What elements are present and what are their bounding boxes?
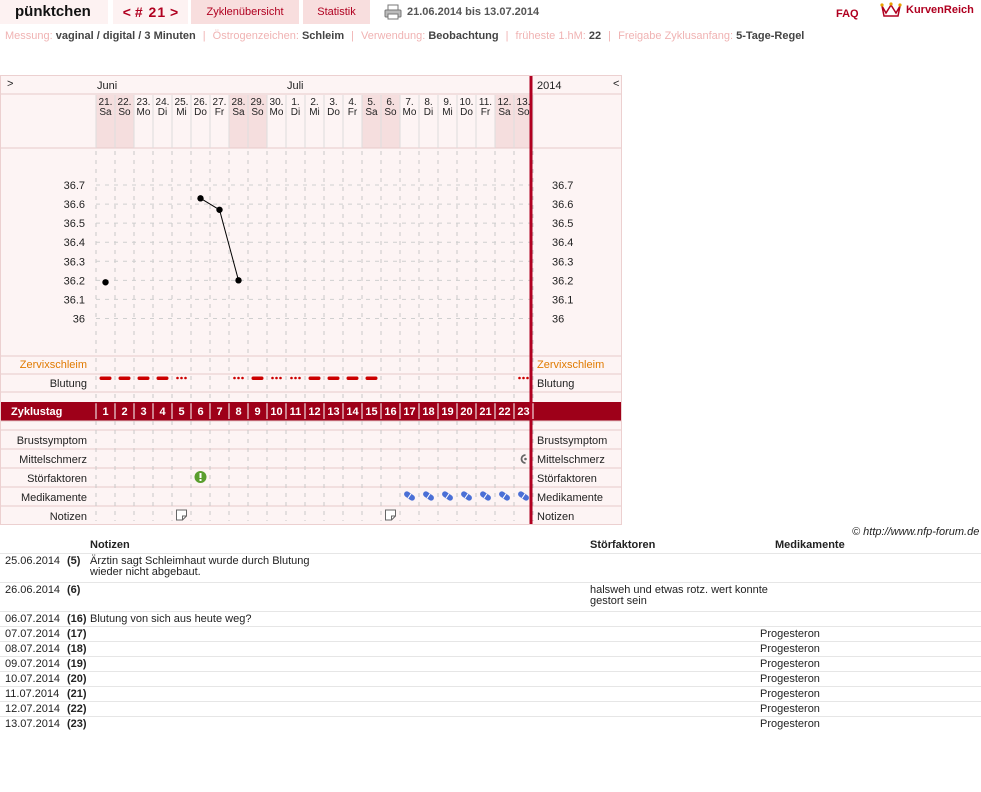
spotting-mark	[184, 377, 187, 380]
day-date-label: 25.	[174, 97, 189, 108]
row-label-brust: Brustsymptom	[16, 435, 87, 447]
day-date-label: 10.	[459, 97, 474, 108]
cycle-day-number: 21	[479, 406, 492, 418]
day-date-label: 5.	[367, 97, 376, 108]
day-weekday-label: Do	[194, 107, 207, 118]
note-meds: Progesteron	[760, 701, 966, 716]
spotting-mark	[237, 377, 240, 380]
day-weekday-label: Mi	[176, 107, 187, 118]
cycle-day-number: 22	[498, 406, 511, 418]
cycle-chart	[0, 75, 622, 525]
bleeding-mark	[157, 377, 169, 381]
notes-table	[0, 538, 981, 731]
table-row	[0, 641, 981, 656]
spotting-mark	[298, 377, 301, 380]
day-weekday-label: So	[517, 107, 530, 118]
bleeding-mark	[309, 377, 321, 381]
day-date-label: 8.	[424, 97, 433, 108]
note-disturb: halsweh und etwas rotz. wert konnte gestort sein	[590, 582, 775, 611]
crown-icon	[880, 2, 902, 18]
day-weekday-label: So	[384, 107, 397, 118]
spotting-mark	[233, 377, 236, 380]
info-key: früheste 1.hM:	[515, 30, 586, 42]
disturbance-icon-dot	[200, 479, 202, 481]
next-cycle-button[interactable]: >	[170, 4, 179, 20]
row-label-notiz: Notizen	[49, 511, 87, 523]
day-date-label: 6.	[386, 97, 395, 108]
day-date-label: 29.	[250, 97, 265, 108]
bleeding-mark	[366, 377, 378, 381]
row-label-right-brust: Brustsymptom	[537, 435, 608, 447]
row-label-right-blutung: Blutung	[537, 378, 575, 390]
cycle-day-number: 9	[254, 406, 261, 418]
pill-icon	[517, 490, 530, 501]
disturb-column-header: Störfaktoren	[590, 539, 656, 552]
row-label-mittel: Mittelschmerz	[19, 454, 87, 466]
y-tick-label-left: 36.6	[63, 199, 85, 212]
y-tick-label-right: 36.2	[552, 275, 574, 288]
note-cycle-day: (18)	[65, 641, 90, 656]
day-weekday-label: So	[251, 107, 264, 118]
cycle-day-band-label: Zyklustag	[11, 406, 63, 418]
cycle-day-number: 10	[270, 406, 283, 418]
note-cycle-day: (17)	[65, 626, 90, 641]
tab-statistics[interactable]: Statistik	[303, 0, 370, 24]
cycle-day-number: 18	[422, 406, 435, 418]
spotting-mark	[290, 377, 293, 380]
month-label: Juli	[287, 80, 304, 92]
day-weekday-label: Di	[157, 107, 168, 118]
month-label: Juni	[97, 80, 118, 92]
chart-nav-next-button[interactable]: >	[7, 78, 14, 90]
cycle-day-number: 14	[346, 406, 359, 418]
row-label-zervix: Zervixschleim	[19, 359, 87, 371]
row-label-stoer: Störfaktoren	[27, 473, 87, 485]
day-date-label: 11.	[478, 97, 493, 108]
printer-icon[interactable]	[384, 0, 402, 24]
cycle-day-number: 2	[121, 406, 128, 418]
row-label-right-mittel: Mittelschmerz	[537, 454, 605, 466]
date-range: 21.06.2014 bis 13.07.2014	[407, 6, 540, 18]
note-meds: Progesteron	[760, 626, 966, 641]
day-weekday-label: So	[118, 107, 131, 118]
info-value: Schleim	[301, 30, 345, 42]
notes-header-row	[0, 538, 981, 553]
faq-link[interactable]: FAQ	[836, 8, 859, 20]
cycle-day-number: 3	[140, 406, 147, 418]
y-tick-label-left: 36.1	[63, 294, 85, 307]
note-cycle-day: (20)	[65, 671, 90, 686]
pill-icon	[479, 490, 492, 501]
table-row	[0, 553, 981, 582]
note-disturb	[590, 671, 775, 686]
info-key: Messung:	[5, 30, 53, 42]
note-meds: Progesteron	[760, 686, 966, 701]
day-date-label: 23.	[136, 97, 151, 108]
day-weekday-label: Do	[460, 107, 473, 118]
day-date-label: 1.	[291, 97, 300, 108]
chart-nav-prev-button[interactable]: <	[613, 78, 620, 90]
note-date: 13.07.2014	[0, 716, 65, 731]
y-tick-label-right: 36.4	[552, 237, 574, 250]
row-label-blutung: Blutung	[49, 378, 87, 390]
note-icon[interactable]	[386, 510, 396, 520]
brand-name: KurvenReich	[906, 4, 974, 16]
note-text: Ärztin sagt Schleimhaut wurde durch Blutung wieder nicht abgebaut.	[90, 553, 590, 582]
table-row	[0, 701, 981, 716]
cycle-info-bar: Messung: vaginal / digital / 3 Minuten | Östrogenzeichen: Schleim | Verwendung: Beobachtung | früheste 1.hM: 22 | Freigabe Zyklusanfang: 5-Tage-Regel	[5, 30, 805, 42]
note-icon[interactable]	[177, 510, 187, 520]
note-date: 06.07.2014	[0, 611, 65, 626]
info-key: Freigabe Zyklusanfang:	[618, 30, 734, 42]
bleeding-mark	[347, 377, 359, 381]
row-label-right-medi: Medikamente	[537, 492, 604, 504]
cycle-day-number: 7	[216, 406, 223, 418]
note-text	[90, 656, 590, 671]
y-tick-label-left: 36.7	[63, 180, 85, 192]
day-weekday-label: Mi	[309, 107, 320, 118]
note-date: 12.07.2014	[0, 701, 65, 716]
spotting-mark	[275, 377, 278, 380]
temperature-point[interactable]	[102, 279, 108, 285]
info-key: Verwendung:	[361, 30, 426, 42]
notes-column-header: Notizen	[90, 539, 130, 552]
note-disturb	[590, 716, 775, 731]
day-date-label: 22.	[117, 97, 132, 108]
table-row	[0, 611, 981, 626]
note-date: 25.06.2014	[0, 553, 65, 582]
note-date: 08.07.2014	[0, 641, 65, 656]
cycle-day-number: 5	[178, 406, 185, 418]
y-tick-label-right: 36	[552, 313, 565, 326]
temperature-chart-svg	[1, 76, 621, 524]
note-cycle-day: (16)	[65, 611, 90, 626]
row-label-right-zervix: Zervixschleim	[537, 359, 605, 371]
user-name: pünktchen	[0, 0, 108, 24]
spotting-mark	[176, 377, 179, 380]
note-date: 10.07.2014	[0, 671, 65, 686]
cycle-day-number: 17	[403, 406, 416, 418]
cycle-day-number: 12	[308, 406, 321, 418]
info-key: Östrogenzeichen:	[212, 30, 299, 42]
pill-icon	[422, 490, 435, 501]
note-text: Blutung von sich aus heute weg?	[90, 611, 590, 626]
day-date-label: 26.	[193, 97, 208, 108]
spotting-mark	[526, 377, 529, 380]
brand-logo[interactable]	[880, 0, 974, 22]
temperature-point[interactable]	[235, 277, 241, 283]
pill-icon	[403, 490, 416, 501]
day-date-label: 24.	[155, 97, 170, 108]
day-date-label: 27.	[212, 97, 227, 108]
y-tick-label-left: 36.4	[63, 237, 85, 250]
note-meds: Progesteron	[760, 656, 966, 671]
bleeding-mark	[119, 377, 131, 381]
temperature-point[interactable]	[197, 195, 203, 201]
day-date-label: 12.	[497, 97, 512, 108]
cycle-day-number: 6	[197, 406, 204, 418]
pill-icon	[498, 490, 511, 501]
spotting-mark	[279, 377, 282, 380]
cycle-day-number: 23	[517, 406, 530, 418]
row-label-right-notiz: Notizen	[537, 511, 575, 523]
note-cycle-day: (21)	[65, 686, 90, 701]
spotting-mark	[241, 377, 244, 380]
day-date-label: 21.	[98, 97, 113, 108]
meds-column-header: Medikamente	[775, 539, 845, 552]
cycle-day-number: 20	[460, 406, 473, 418]
y-tick-label-left: 36.3	[63, 256, 85, 269]
row-label-medi: Medikamente	[20, 492, 87, 504]
note-text	[90, 701, 590, 716]
bleeding-mark	[328, 377, 340, 381]
top-bar	[0, 0, 981, 26]
note-disturb	[590, 656, 775, 671]
disturbance-icon-bar	[200, 473, 202, 478]
note-cycle-day: (5)	[65, 553, 90, 582]
bleeding-mark	[138, 377, 150, 381]
cycle-day-number: 8	[235, 406, 242, 418]
note-date: 11.07.2014	[0, 686, 65, 701]
info-value: Beobachtung	[428, 30, 499, 42]
cycle-day-number: 1	[102, 406, 109, 418]
note-meds: Progesteron	[760, 641, 966, 656]
y-tick-label-right: 36.7	[552, 180, 574, 192]
cycle-day-number: 13	[327, 406, 340, 418]
table-row	[0, 671, 981, 686]
spotting-mark	[522, 377, 525, 380]
day-weekday-label: Mo	[402, 107, 417, 118]
day-date-label: 28.	[231, 97, 246, 108]
day-weekday-label: Fr	[214, 107, 225, 118]
day-date-label: 2.	[310, 97, 319, 108]
note-text	[90, 582, 590, 611]
cycle-day-number: 11	[289, 406, 302, 418]
note-date: 26.06.2014	[0, 582, 65, 611]
midpain-dot	[524, 458, 527, 461]
note-disturb	[590, 686, 775, 701]
info-value: 22	[588, 30, 602, 42]
day-date-label: 13.	[516, 97, 531, 108]
pill-icon	[460, 490, 473, 501]
y-tick-label-left: 36.5	[63, 218, 85, 231]
note-cycle-day: (6)	[65, 582, 90, 611]
note-disturb	[590, 701, 775, 716]
credit-text: © http://www.nfp-forum.de	[852, 526, 980, 538]
year-label: 2014	[537, 80, 562, 92]
tab-cycle-overview[interactable]: Zyklenübersicht	[191, 0, 299, 24]
cycle-navigator	[113, 0, 188, 24]
note-disturb	[590, 553, 775, 582]
day-weekday-label: Mo	[136, 107, 151, 118]
spotting-mark	[180, 377, 183, 380]
spotting-mark	[271, 377, 274, 380]
note-cycle-day: (23)	[65, 716, 90, 731]
note-text	[90, 626, 590, 641]
note-meds	[760, 611, 966, 626]
spotting-mark	[518, 377, 521, 380]
table-row	[0, 686, 981, 701]
note-disturb	[590, 611, 775, 626]
table-row	[0, 626, 981, 641]
day-date-label: 3.	[329, 97, 338, 108]
day-weekday-label: Mi	[442, 107, 453, 118]
y-tick-label-left: 36	[72, 313, 85, 326]
note-date: 09.07.2014	[0, 656, 65, 671]
day-weekday-label: Sa	[498, 107, 511, 118]
table-row	[0, 656, 981, 671]
y-tick-label-right: 36.6	[552, 199, 574, 212]
day-date-label: 9.	[443, 97, 452, 108]
note-text	[90, 671, 590, 686]
table-row	[0, 716, 981, 731]
day-weekday-label: Do	[327, 107, 340, 118]
day-weekday-label: Sa	[99, 107, 112, 118]
note-meds	[760, 553, 966, 582]
temperature-point[interactable]	[216, 207, 222, 213]
note-cycle-day: (19)	[65, 656, 90, 671]
cycle-day-number: 16	[384, 406, 397, 418]
cycle-day-number: 4	[159, 406, 166, 418]
table-row	[0, 582, 981, 611]
note-meds: Progesteron	[760, 671, 966, 686]
cycle-day-number: 19	[441, 406, 454, 418]
note-meds	[760, 582, 966, 611]
note-text	[90, 686, 590, 701]
day-weekday-label: Fr	[347, 107, 358, 118]
note-text	[90, 641, 590, 656]
y-tick-label-right: 36.5	[552, 218, 574, 231]
note-cycle-day: (22)	[65, 701, 90, 716]
row-label-right-stoer: Störfaktoren	[537, 473, 597, 485]
day-weekday-label: Mo	[269, 107, 284, 118]
cycle-number: # 21	[134, 4, 167, 20]
day-date-label: 30.	[269, 97, 284, 108]
info-value: 5-Tage-Regel	[736, 30, 805, 42]
bleeding-mark	[100, 377, 112, 381]
prev-cycle-button[interactable]: <	[122, 4, 131, 20]
note-date: 07.07.2014	[0, 626, 65, 641]
note-disturb	[590, 641, 775, 656]
pill-icon	[441, 490, 454, 501]
day-date-label: 7.	[405, 97, 414, 108]
day-weekday-label: Di	[423, 107, 434, 118]
note-text	[90, 716, 590, 731]
y-tick-label-right: 36.3	[552, 256, 574, 269]
bleeding-mark	[252, 377, 264, 381]
note-disturb	[590, 626, 775, 641]
y-tick-label-right: 36.1	[552, 294, 574, 307]
day-date-label: 4.	[348, 97, 357, 108]
spotting-mark	[294, 377, 297, 380]
info-value: vaginal / digital / 3 Minuten	[55, 30, 196, 42]
cycle-day-number: 15	[365, 406, 378, 418]
note-meds: Progesteron	[760, 716, 966, 731]
day-weekday-label: Fr	[480, 107, 491, 118]
day-weekday-label: Di	[290, 107, 301, 118]
day-weekday-label: Sa	[232, 107, 245, 118]
y-tick-label-left: 36.2	[63, 275, 85, 288]
day-weekday-label: Sa	[365, 107, 378, 118]
